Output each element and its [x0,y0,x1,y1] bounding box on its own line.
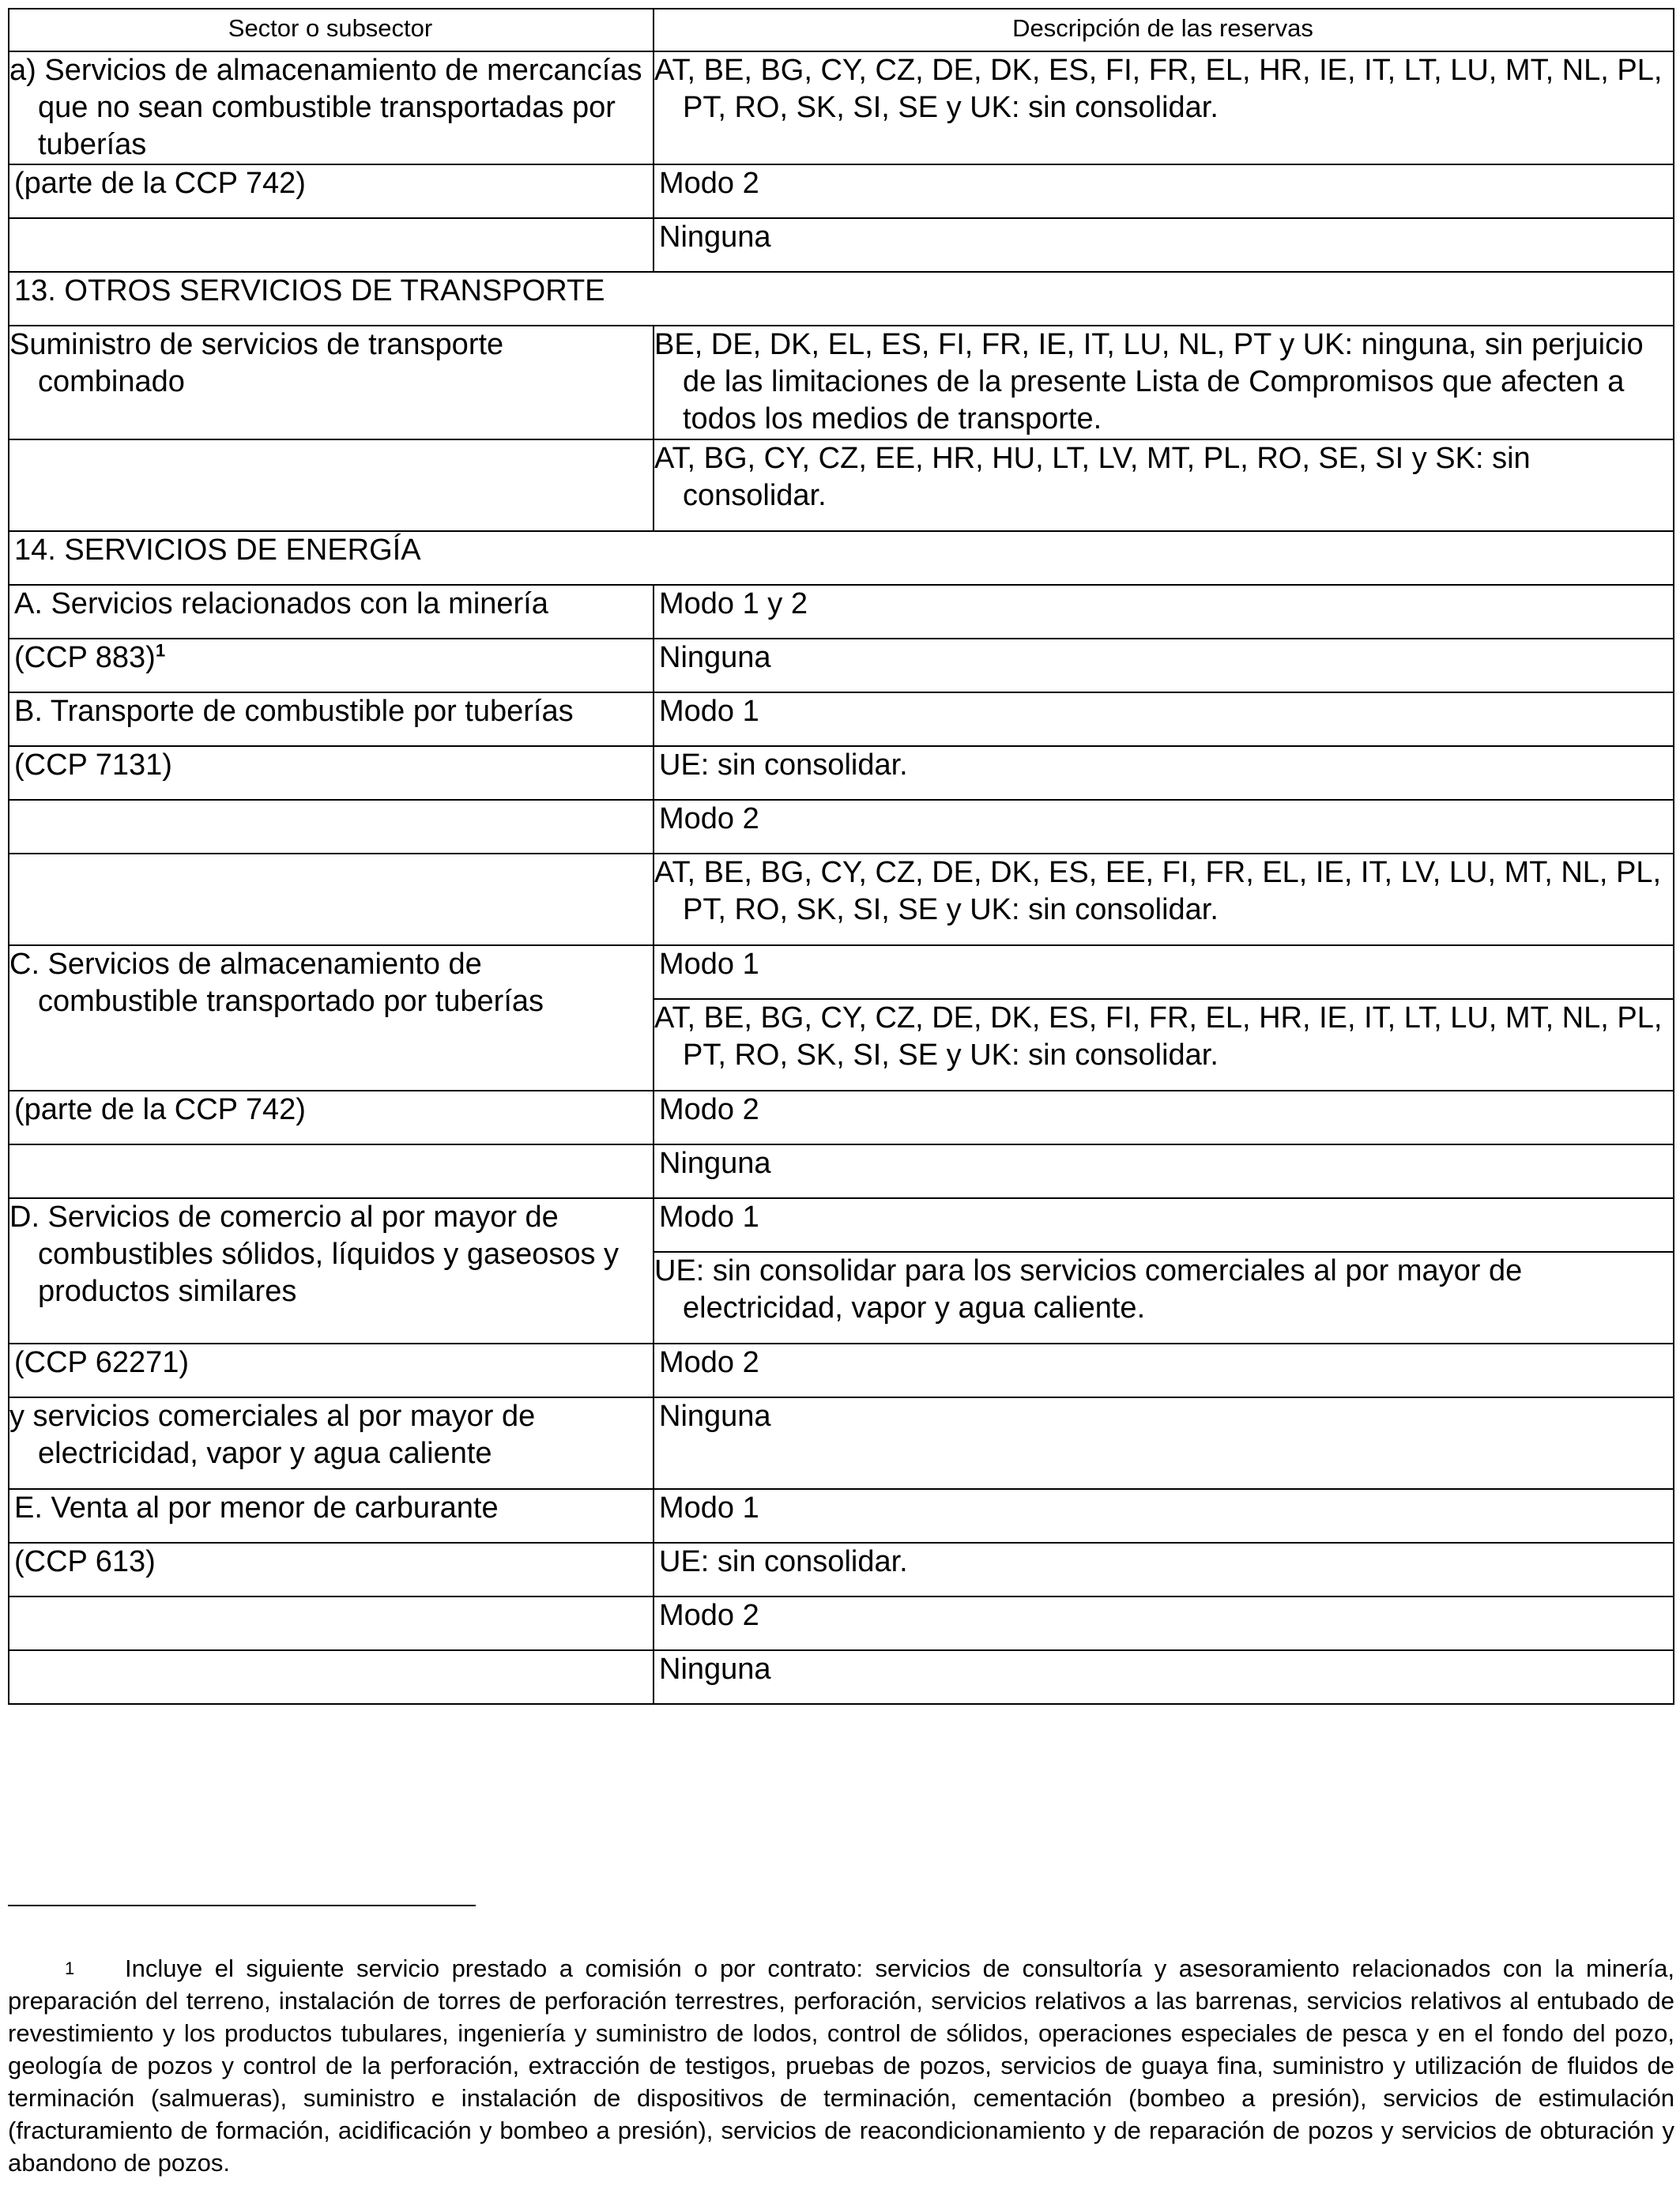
description-cell: Ninguna [654,1650,1674,1704]
section-heading-row [9,272,1674,326]
description-cell: Modo 2 [654,1091,1674,1144]
table-header-row [9,9,1674,51]
description-cell: Ninguna [654,218,1674,272]
sector-cell: C. Servicios de almacenamiento de combustible transportado por tuberías [9,945,654,1091]
sector-cell [9,800,654,854]
footnote [8,1952,1674,2179]
description-cell: Modo 2 [654,800,1674,854]
sector-cell [9,1596,654,1650]
sector-cell [9,218,654,272]
table-row [9,692,1674,746]
description-cell: Ninguna [654,1397,1674,1489]
description-cell: Modo 1 [654,1198,1674,1252]
section-heading: 14. SERVICIOS DE ENERGÍA [9,531,1674,585]
description-cell: Modo 2 [654,1344,1674,1397]
table-row [9,1650,1674,1704]
table-row [9,800,1674,854]
sector-cell: A. Servicios relacionados con la minería [9,585,654,639]
description-cell: AT, BE, BG, CY, CZ, DE, DK, ES, EE, FI, FR, EL, IE, IT, LV, LU, MT, NL, PL, PT, RO, SK, SI, SE y UK: sin consolidar. [654,854,1674,945]
sector-cell [9,1650,654,1704]
sector-cell [9,439,654,531]
table-row [9,1596,1674,1650]
footnote-separator [8,1905,476,1906]
table-row [9,51,1674,164]
description-cell: Modo 2 [654,164,1674,218]
table-row [9,164,1674,218]
description-cell: Modo 1 y 2 [654,585,1674,639]
sector-cell: (CCP 62271) [9,1344,654,1397]
section-heading-row [9,531,1674,585]
sector-cell [9,639,654,692]
sector-cell: y servicios comerciales al por mayor de electricidad, vapor y agua caliente [9,1397,654,1489]
description-cell: Modo 1 [654,945,1674,999]
sector-cell [9,854,654,945]
table-row [9,218,1674,272]
sector-cell: (parte de la CCP 742) [9,1091,654,1144]
sector-cell: Suministro de servicios de transporte combinado [9,326,654,439]
description-cell: Modo 1 [654,1489,1674,1543]
table-row [9,1144,1674,1198]
description-cell: Ninguna [654,1144,1674,1198]
table-row [9,1344,1674,1397]
table-row [9,1489,1674,1543]
sector-cell: (CCP 7131) [9,746,654,800]
table-row [9,1198,1674,1252]
footnote-mark: 1 [65,1958,75,1978]
sector-cell: (parte de la CCP 742) [9,164,654,218]
footnote-reference: 1 [155,640,166,661]
description-cell: UE: sin consolidar para los servicios comerciales al por mayor de electricidad, vapor y agua caliente. [654,1252,1674,1344]
description-cell: AT, BE, BG, CY, CZ, DE, DK, ES, FI, FR, EL, HR, IE, IT, LT, LU, MT, NL, PL, PT, RO, SK, SI, SE y UK: sin consolidar. [654,51,1674,164]
table-row [9,439,1674,531]
description-cell: UE: sin consolidar. [654,1543,1674,1596]
sector-cell: a) Servicios de almacenamiento de mercancías que no sean combustible transportadas por tuberías [9,51,654,164]
description-cell: AT, BE, BG, CY, CZ, DE, DK, ES, FI, FR, EL, HR, IE, IT, LT, LU, MT, NL, PL, PT, RO, SK, SI, SE y UK: sin consolidar. [654,999,1674,1091]
reservations-table [8,8,1674,1705]
description-cell: Ninguna [654,639,1674,692]
footnote-text: Incluye el siguiente servicio prestado a comisión o por contrato: servicios de consultoría y asesoramiento relacionados con la minería, preparación del terreno, instalación de torres de perforación terrestres, perforación, servicios relativos a las barrenas, servicios relativos al entubado de revestimiento y los productos tubulares, ingeniería y suministro de lodos, control de sólidos, operaciones especiales de pesca y en el fondo del pozo, geología de pozos y control de la perforación, extracción de testigos, pruebas de pozos, servicios de guaya fina, suministro y utilización de fluidos de terminación (salmueras), suministro e instalación de dispositivos de terminación, cementación (bombeo a presión), servicios de estimulación (fracturamiento de formación, acidificación y bombeo a presión), servicios de reacondicionamiento y de reparación de pozos y servicios de obturación y abandono de pozos. [8,1955,1674,2177]
table-row [9,746,1674,800]
table-row [9,326,1674,439]
sector-cell: (CCP 613) [9,1543,654,1596]
sector-cell: E. Venta al por menor de carburante [9,1489,654,1543]
description-cell: UE: sin consolidar. [654,746,1674,800]
description-cell: BE, DE, DK, EL, ES, FI, FR, IE, IT, LU, NL, PT y UK: ninguna, sin perjuicio de las limitaciones de la presente Lista de Compromisos que afecten a todos los medios de transporte. [654,326,1674,439]
description-cell: Modo 1 [654,692,1674,746]
header-sector: Sector o subsector [9,9,654,51]
table-row [9,1091,1674,1144]
section-heading: 13. OTROS SERVICIOS DE TRANSPORTE [9,272,1674,326]
table-row [9,1397,1674,1489]
header-description: Descripción de las reservas [654,9,1674,51]
table-row [9,854,1674,945]
sector-cell: D. Servicios de comercio al por mayor de combustibles sólidos, líquidos y gaseosos y productos similares [9,1198,654,1344]
table-row [9,585,1674,639]
table-row [9,1543,1674,1596]
sector-cell [9,1144,654,1198]
ccp-code: (CCP 883) [14,641,156,674]
description-cell: AT, BG, CY, CZ, EE, HR, HU, LT, LV, MT, PL, RO, SE, SI y SK: sin consolidar. [654,439,1674,531]
sector-cell: B. Transporte de combustible por tuberías [9,692,654,746]
description-cell: Modo 2 [654,1596,1674,1650]
table-row [9,639,1674,692]
table-row [9,945,1674,999]
